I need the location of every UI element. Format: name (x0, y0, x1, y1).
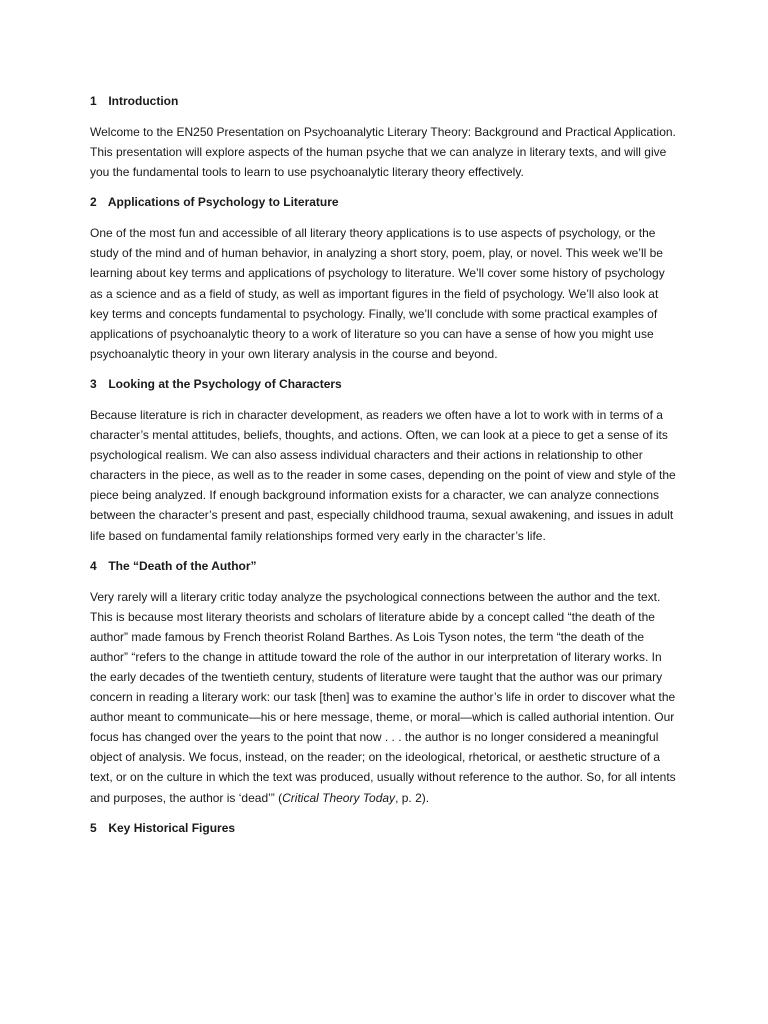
paragraph-introduction: Welcome to the EN250 Presentation on Psychoanalytic Literary Theory: Background and Practical Application. This presentation will explore aspects of the human psyche that we can analyze in literary texts, and will give you the fundamental tools to learn to use psychoanalytic literary theory effectively. (90, 125, 676, 180)
section-number: 2 (90, 195, 97, 210)
paragraph-text: Very rarely will a literary critic today analyze the psychological connections between the author and the text. This is because most literary theorists and scholars of literature abide by a concept called “the death of the author” made famous by French theorist Roland Barthes. As Lois Tyson notes, the term “the death of the author” “refers to the change in attitude toward the role of the author in our interpretation of literary works. In the early decades of the twentieth century, students of literature were taught that the author was our primary concern in reading a literary work: our task [then] was to examine the author’s life in order to discover what the author meant to communicate—his or here message, theme, or moral—which is called authorial intention. Our focus has changed over the years to the point that now . . . the author is no longer considered a meaningful object of analysis. We focus, instead, on the reader; on the ideological, rhetorical, or aesthetic structure of a text, or on the culture in which the text was produced, usually without reference to the author. So, for all intents and purposes, the author is ‘dead’” ( (90, 589, 676, 805)
section-title: Key Historical Figures (108, 820, 236, 835)
section-title: Looking at the Psychology of Characters (108, 376, 342, 391)
book-title: Critical Theory Today (282, 790, 396, 805)
section-number: 1 (90, 94, 97, 108)
section-heading-introduction (90, 93, 680, 110)
section-heading-characters (90, 376, 680, 393)
document-page (90, 93, 680, 849)
paragraph-applications: One of the most fun and accessible of all literary theory applications is to use aspects of psychology, or the study of the mind and of human behavior, in analyzing a short story, poem, play, or novel. This week we’ll be learning about key terms and applications of psychology to literature. We’ll cover some history of psychology as a science and as a field of study, as well as important figures in the field of psychology. We’ll also look at key terms and concepts fundamental to psychology. Finally, we’ll conclude with some practical examples of applications of psychoanalytic theory to a work of literature so you can have a sense of how you might use psychoanalytic theory in your own literary analysis in the course and beyond. (90, 226, 665, 361)
section-heading-historical-figures (90, 820, 680, 837)
citation-page: , p. 2). (395, 790, 430, 805)
section-number: 5 (90, 820, 97, 835)
section-number: 4 (90, 558, 97, 573)
section-heading-applications (90, 194, 680, 211)
section-title: Introduction (108, 94, 179, 108)
section-title: The “Death of the Author” (108, 558, 257, 573)
section-heading-death-of-author (90, 558, 680, 575)
paragraph-characters: Because literature is rich in character development, as readers we often have a lot to work with in terms of a character’s mental attitudes, beliefs, thoughts, and actions. Often, we can look at a piece to get a sense of its psychological realism. We can also assess individual characters and their actions in relationship to other characters in the piece, as well as to the reader in some cases, depending on the point of view and style of the piece being analyzed. If enough background information exists for a character, we can analyze connections between the character’s present and past, especially childhood trauma, sexual awakening, and issues in adult life based on fundamental family relationships formed very early in the character’s life. (90, 407, 676, 543)
section-title: Applications of Psychology to Literature (107, 195, 339, 210)
section-number: 3 (90, 376, 97, 391)
paragraph-death-of-author (90, 587, 680, 808)
